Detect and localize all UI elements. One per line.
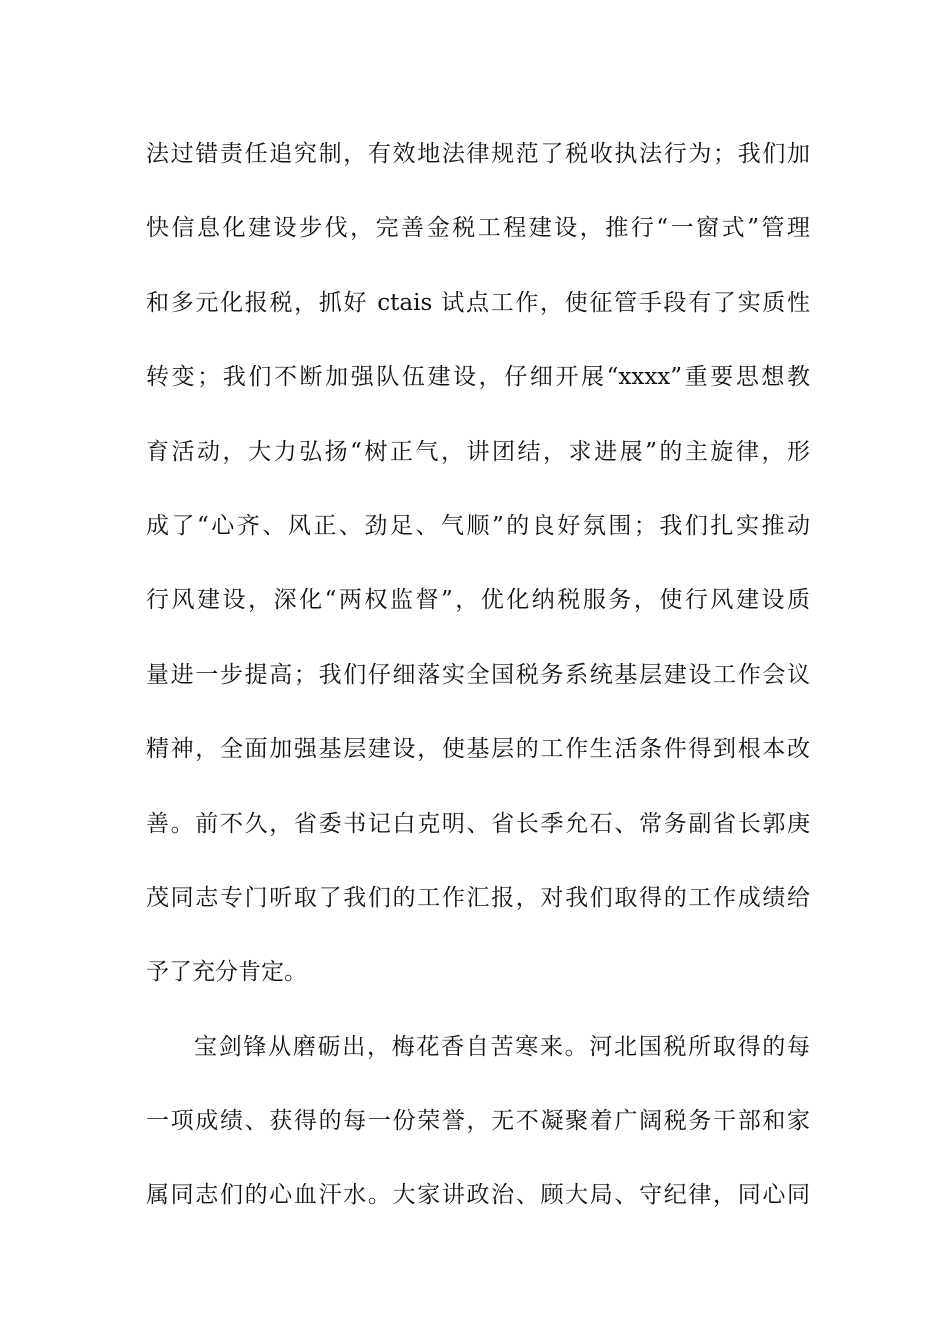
paragraph-first-line: 宝剑锋从磨砺出，梅花香自苦寒来。河北国税所取得的每 xyxy=(194,1033,810,1060)
text-line: 善。前不久，省委书记白克明、省长季允石、常务副省长郭庚 xyxy=(146,810,810,837)
paragraph-end-line: 予了充分肯定。 xyxy=(146,959,307,986)
text-line: 量进一步提高；我们仔细落实全国税务系统基层建设工作会议 xyxy=(146,661,810,688)
text-line: 一项成绩、获得的每一份荣誉，无不凝聚着广阔税务干部和家 xyxy=(146,1108,810,1135)
text-line: 转变；我们不断加强队伍建设，仔细开展“xxxx”重要思想教 xyxy=(146,364,810,391)
text-line: 和多元化报税，抓好 ctais 试点工作，使征管手段有了实质性 xyxy=(146,289,810,316)
text-line: 育活动，大力弘扬“树正气，讲团结，求进展”的主旋律，形 xyxy=(146,438,810,465)
text-line: 行风建设，深化“两权监督”，优化纳税服务，使行风建设质 xyxy=(146,587,810,614)
text-line: 法过错责任追究制，有效地法律规范了税收执法行为；我们加 xyxy=(146,141,810,167)
text-line: 属同志们的心血汗水。大家讲政治、顾大局、守纪律，同心同 xyxy=(146,1182,810,1209)
text-line: 茂同志专门听取了我们的工作汇报，对我们取得的工作成绩给 xyxy=(146,884,810,911)
text-line: 快信息化建设步伐，完善金税工程建设，推行“一窗式”管理 xyxy=(146,215,810,242)
text-line: 成了“心齐、风正、劲足、气顺”的良好氛围；我们扎实推动 xyxy=(146,512,810,539)
text-line: 精神，全面加强基层建设，使基层的工作生活条件得到根本改 xyxy=(146,736,810,763)
body-text xyxy=(146,131,810,1247)
